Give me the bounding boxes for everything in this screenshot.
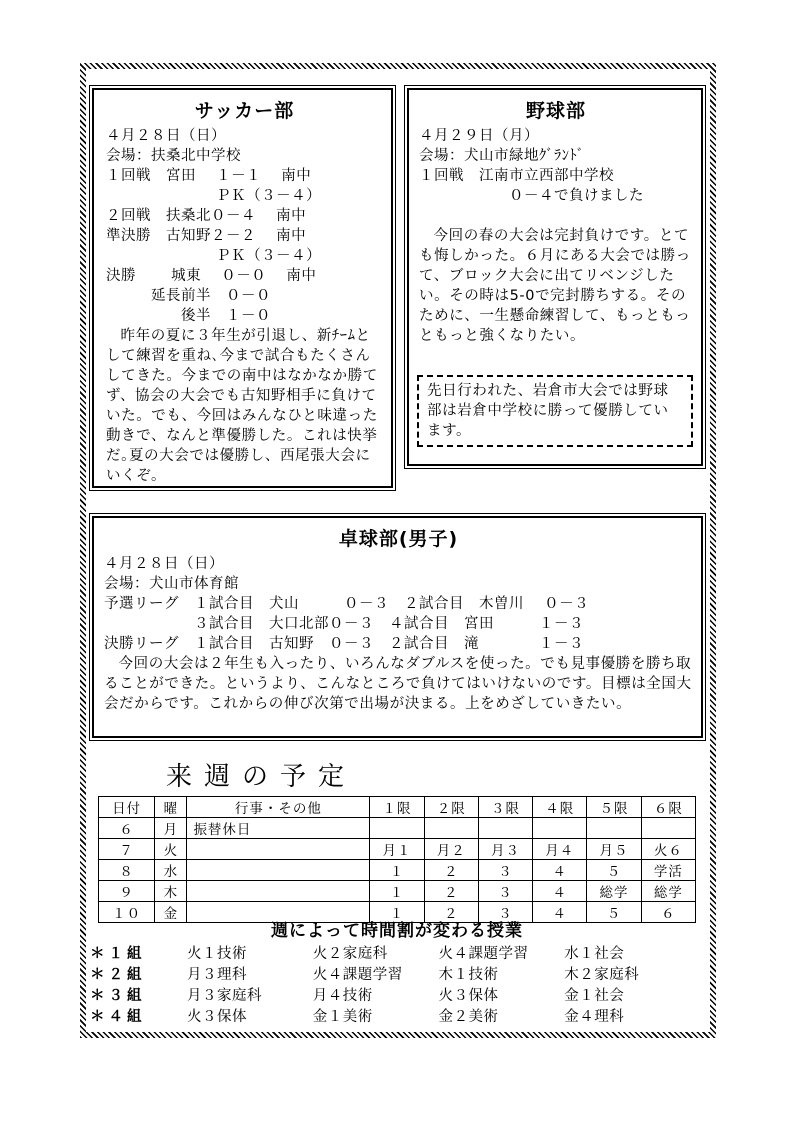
tabletennis-line: 会場：犬山市体育館 <box>104 576 239 592</box>
event-cell <box>187 860 370 881</box>
tabletennis-line: 予選リーグ １試合目 犬山 ０－３ ２試合目 木曽川 ０－３ <box>104 596 590 612</box>
lesson: 月４技術 <box>312 988 373 1004</box>
period-cell: １ <box>370 902 424 923</box>
weekday-cell: 金 <box>155 902 187 923</box>
soccer-report: 昨年の夏に３年生が引退し、新ﾁｰﾑとして練習を重ね､今まで試合もたくさんしてきた。今までの南中はなかなか勝てず、協会の大会でも古知野相手に負けていた。でも、今回はみんなひと味違った動きで、なんと準優勝した。これは快挙だ｡夏の大会では優勝し、西尾張大会にいくぞ。 <box>106 328 378 484</box>
soccer-title: サッカー部 <box>194 100 295 122</box>
period-cell: ３ <box>478 860 532 881</box>
header-cell: 行事・その他 <box>187 797 370 818</box>
date-cell: ７ <box>99 839 155 860</box>
header-cell: 日付 <box>99 797 155 818</box>
tabletennis-title: 卓球部(男子) <box>338 528 459 550</box>
soccer-result-lines <box>106 126 383 326</box>
lesson: 金２美術 <box>438 1009 499 1025</box>
baseball-line: ０－４で負けました <box>419 188 644 204</box>
period-cell <box>641 818 695 839</box>
header-cell: ４限 <box>533 797 587 818</box>
baseball-news-note: 先日行われた、岩倉市大会では野球部は岩倉中学校に勝って優勝しています。 <box>417 375 693 447</box>
list-item <box>90 1005 690 1026</box>
period-cell: 総学 <box>587 881 641 902</box>
timetable-changes-list <box>90 942 690 1026</box>
lesson: 火２家庭科 <box>312 946 388 962</box>
lesson: 金４理科 <box>564 1009 625 1025</box>
lesson: 火４課題学習 <box>438 946 529 962</box>
date-cell: ８ <box>99 860 155 881</box>
period-cell: 月２ <box>424 839 478 860</box>
event-cell <box>187 881 370 902</box>
lesson: 木２家庭科 <box>564 967 640 983</box>
period-cell: 月５ <box>587 839 641 860</box>
weekday-cell: 木 <box>155 881 187 902</box>
list-item <box>90 942 690 963</box>
tabletennis-section <box>92 516 703 738</box>
period-cell: ４ <box>533 860 587 881</box>
lesson: 火４課題学習 <box>312 967 403 983</box>
tabletennis-line: ３試合目 大口北部０－３ ４試合目 宮田 １－３ <box>104 616 584 632</box>
period-cell: ３ <box>478 902 532 923</box>
header-cell: １限 <box>370 797 424 818</box>
header-cell: ２限 <box>424 797 478 818</box>
period-cell: 月４ <box>533 839 587 860</box>
baseball-title: 野球部 <box>525 100 586 122</box>
header-cell: ５限 <box>587 797 641 818</box>
weekday-cell: 水 <box>155 860 187 881</box>
schedule-title: 来週の予定 <box>166 762 357 792</box>
header-cell: ３限 <box>478 797 532 818</box>
baseball-line: １回戦 江南市立西部中学校 <box>419 168 614 184</box>
tabletennis-line: 決勝リーグ １試合目 古知野 ０－３ ２試合目 滝 １－３ <box>104 636 584 652</box>
lesson: 火３保体 <box>438 988 499 1004</box>
period-cell: 月１ <box>370 839 424 860</box>
date-cell: ６ <box>99 818 155 839</box>
period-cell: ６ <box>641 902 695 923</box>
period-cell: 学活 <box>641 860 695 881</box>
header-cell: 曜 <box>155 797 187 818</box>
schedule-header-row <box>99 797 696 818</box>
soccer-line: １回戦 宮田 １－１ 南中 <box>106 168 312 184</box>
baseball-section <box>407 88 703 466</box>
period-cell: ３ <box>478 881 532 902</box>
baseball-line: ４月２９日（月） <box>419 128 539 144</box>
lesson: 月３理科 <box>187 967 248 983</box>
soccer-line: 準決勝 古知野２－２ 南中 <box>106 228 307 244</box>
lesson: 金１美術 <box>312 1009 373 1025</box>
table-row <box>99 818 696 839</box>
timetable-changes-title: 週によって時間割が変わる授業 <box>271 921 523 941</box>
lesson: 金１社会 <box>564 988 625 1004</box>
period-cell <box>587 818 641 839</box>
event-cell <box>187 839 370 860</box>
tabletennis-line: ４月２８日（日） <box>104 556 224 572</box>
period-cell: １ <box>370 881 424 902</box>
schedule-table <box>98 796 696 923</box>
period-cell: ５ <box>587 860 641 881</box>
class-label: ＊４組 <box>90 1009 146 1025</box>
period-cell <box>478 818 532 839</box>
period-cell: ４ <box>533 881 587 902</box>
period-cell: １ <box>370 860 424 881</box>
date-cell: ９ <box>99 881 155 902</box>
event-cell: 振替休日 <box>187 818 370 839</box>
soccer-line: 延長前半 ０－０ <box>106 288 271 304</box>
period-cell <box>424 818 478 839</box>
lesson: 火１技術 <box>187 946 248 962</box>
lesson: 火３保体 <box>187 1009 248 1025</box>
tabletennis-report: 今回の大会は２年生も入ったり、いろんなダブルスを使った。でも見事優勝を勝ち取ることができた。というより、こんなところで負けてはいけないのです。目標は全国大会だからです。これからの伸び次第で出場が決まる。上をめざしていきたい。 <box>104 656 692 712</box>
soccer-line: 会場：扶桑北中学校 <box>106 148 241 164</box>
soccer-section <box>92 88 393 488</box>
lesson: 水１社会 <box>564 946 625 962</box>
weekday-cell: 火 <box>155 839 187 860</box>
baseball-line: 会場：犬山市緑地ｸﾞﾗﾝﾄﾞ <box>419 148 585 164</box>
list-item <box>90 984 690 1005</box>
period-cell: 火６ <box>641 839 695 860</box>
class-label: ＊２組 <box>90 967 146 983</box>
soccer-line: 後半 １－０ <box>106 308 271 324</box>
table-row <box>99 860 696 881</box>
class-label: ＊１組 <box>90 946 146 962</box>
period-cell: 月３ <box>478 839 532 860</box>
period-cell: 総学 <box>641 881 695 902</box>
weekday-cell: 月 <box>155 818 187 839</box>
list-item <box>90 963 690 984</box>
soccer-line: ＰＫ（３－４） <box>106 248 322 264</box>
period-cell: ２ <box>424 860 478 881</box>
soccer-line: ２回戦 扶桑北０－４ 南中 <box>106 208 307 224</box>
date-cell: １０ <box>99 902 155 923</box>
soccer-line: ＰＫ（３－４） <box>106 188 322 204</box>
lesson: 月３家庭科 <box>187 988 263 1004</box>
period-cell: ２ <box>424 881 478 902</box>
table-row <box>99 881 696 902</box>
lesson: 木１技術 <box>438 967 499 983</box>
period-cell: ４ <box>533 902 587 923</box>
soccer-line: 決勝 城東 ０－０ 南中 <box>106 268 317 284</box>
class-label: ＊３組 <box>90 988 146 1004</box>
baseball-report: 今回の春の大会は完封負けです。とても悔しかった。６月にある大会では勝って、ブロック大会に出てリベンジしたい。その時は5-0で完封勝ちする。そのために、一生懸命練習して、もっともっともっと強くなりたい。 <box>419 228 691 344</box>
period-cell: ２ <box>424 902 478 923</box>
period-cell <box>370 818 424 839</box>
soccer-line: ４月２８日（日） <box>106 128 226 144</box>
header-cell: ６限 <box>641 797 695 818</box>
period-cell: ５ <box>587 902 641 923</box>
period-cell <box>533 818 587 839</box>
table-row <box>99 839 696 860</box>
